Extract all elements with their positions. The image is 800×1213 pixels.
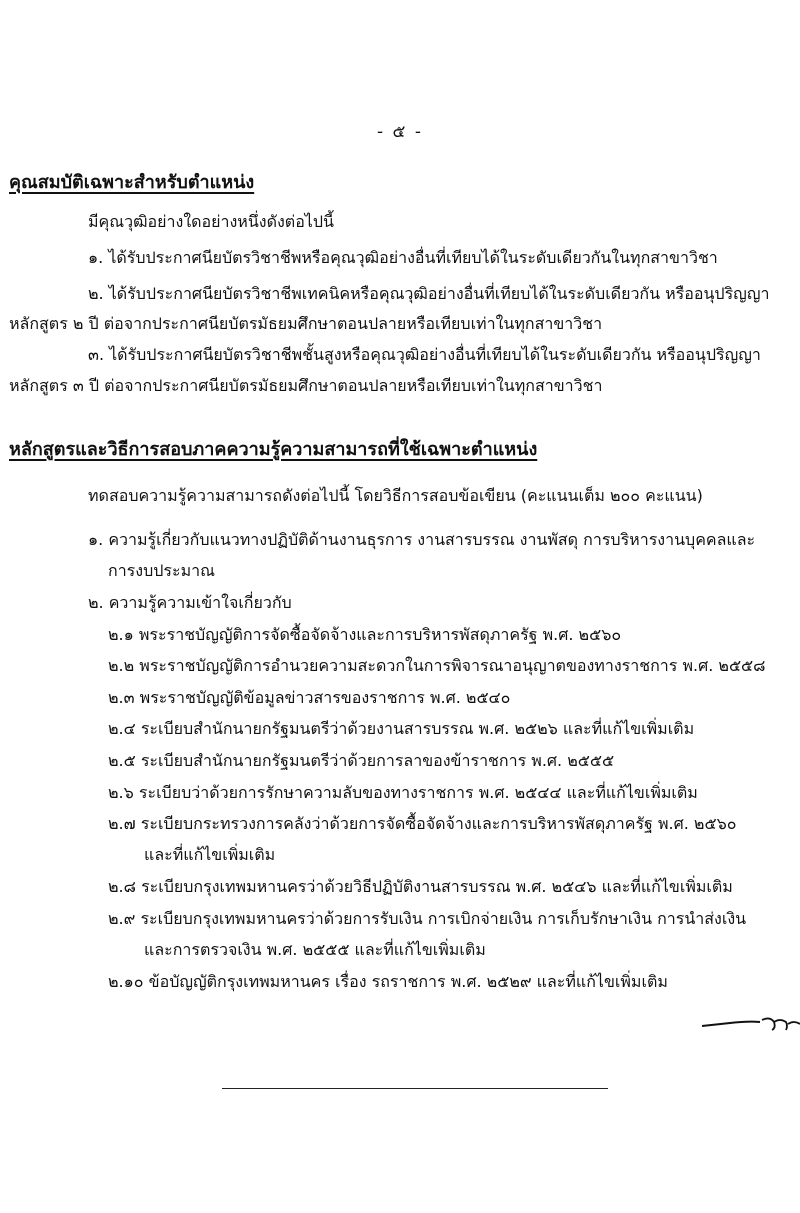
- exam-subtopic: ๒.๔ ระเบียบสำนักนายกรัฐมนตรีว่าด้วยงานสารบรรณ พ.ศ. ๒๕๒๖ และที่แก้ไขเพิ่มเติม: [108, 719, 695, 738]
- section1-heading: คุณสมบัติเฉพาะสำหรับตำแหน่ง: [9, 172, 255, 193]
- exam-subtopic: ๒.๑๐ ข้อบัญญัติกรุงเทพมหานคร เรื่อง รถราชการ พ.ศ. ๒๕๒๙ และที่แก้ไขเพิ่มเติม: [108, 972, 668, 991]
- section1-item-continuation: หลักสูตร ๒ ปี ต่อจากประกาศนียบัตรมัธยมศึกษาตอนปลายหรือเทียบเท่าในทุกสาขาวิชา: [9, 314, 603, 333]
- section1-item-continuation: หลักสูตร ๓ ปี ต่อจากประกาศนียบัตรมัธยมศึกษาตอนปลายหรือเทียบเท่าในทุกสาขาวิชา: [9, 376, 603, 395]
- page-number: - ๕ -: [377, 122, 423, 142]
- section1-intro: มีคุณวุฒิอย่างใดอย่างหนึ่งดังต่อไปนี้: [88, 212, 334, 231]
- section1-item: ๑. ได้รับประกาศนียบัตรวิชาชีพหรือคุณวุฒิอย่างอื่นที่เทียบได้ในระดับเดียวกันในทุกสาขาวิชา: [88, 248, 718, 267]
- section1-item: ๓. ได้รับประกาศนียบัตรวิชาชีพชั้นสูงหรือคุณวุฒิอย่างอื่นที่เทียบได้ในระดับเดียวกัน หรืออนุปริญญา: [88, 345, 761, 364]
- exam-topic: ๒. ความรู้ความเข้าใจเกี่ยวกับ: [88, 593, 292, 612]
- section2-intro: ทดสอบความรู้ความสามารถดังต่อไปนี้ โดยวิธีการสอบข้อเขียน (คะแนนเต็ม ๒๐๐ คะแนน): [88, 486, 703, 505]
- exam-subtopic: ๒.๙ ระเบียบกรุงเทพมหานครว่าด้วยการรับเงิน การเบิกจ่ายเงิน การเก็บรักษาเงิน การนำส่งเงิน: [108, 909, 747, 928]
- exam-subtopic: ๒.๒ พระราชบัญญัติการอำนวยความสะดวกในการพิจารณาอนุญาตของทางราชการ พ.ศ. ๒๕๕๘: [108, 656, 766, 675]
- exam-subtopic: ๒.๓ พระราชบัญญัติข้อมูลข่าวสารของราชการ พ.ศ. ๒๕๔๐: [108, 688, 511, 707]
- exam-subtopic-continuation: และที่แก้ไขเพิ่มเติม: [144, 845, 276, 864]
- exam-subtopic: ๒.๗ ระเบียบกระทรวงการคลังว่าด้วยการจัดซื้อจัดจ้างและการบริหารพัสดุภาครัฐ พ.ศ. ๒๕๖๐: [108, 814, 737, 833]
- exam-subtopic: ๒.๖ ระเบียบว่าด้วยการรักษาความลับของทางราชการ พ.ศ. ๒๕๔๔ และที่แก้ไขเพิ่มเติม: [108, 783, 698, 802]
- section2-heading: หลักสูตรและวิธีการสอบภาคความรู้ความสามารถที่ใช้เฉพาะตำแหน่ง: [9, 439, 538, 460]
- exam-topic: ๑. ความรู้เกี่ยวกับแนวทางปฏิบัติด้านงานธุรการ งานสารบรรณ งานพัสดุ การบริหารงานบุคคลและ: [88, 530, 756, 549]
- exam-subtopic: ๒.๘ ระเบียบกรุงเทพมหานครว่าด้วยวิธีปฏิบัติงานสารบรรณ พ.ศ. ๒๕๔๖ และที่แก้ไขเพิ่มเติม: [108, 877, 733, 896]
- exam-subtopic: ๒.๕ ระเบียบสำนักนายกรัฐมนตรีว่าด้วยการลาของข้าราชการ พ.ศ. ๒๕๕๕: [108, 751, 615, 770]
- section1-item: ๒. ได้รับประกาศนียบัตรวิชาชีพเทคนิคหรือคุณวุฒิอย่างอื่นที่เทียบได้ในระดับเดียวกัน หรืออนุปริญญา: [88, 284, 770, 303]
- footer-rule: [222, 1088, 608, 1089]
- exam-subtopic-continuation: และการตรวจเงิน พ.ศ. ๒๕๕๕ และที่แก้ไขเพิ่มเติม: [144, 940, 486, 959]
- exam-subtopic: ๒.๑ พระราชบัญญัติการจัดซื้อจัดจ้างและการบริหารพัสดุภาครัฐ พ.ศ. ๒๕๖๐: [108, 625, 622, 644]
- initials-signature: [700, 1012, 800, 1034]
- exam-topic-continuation: การงบประมาณ: [108, 561, 215, 580]
